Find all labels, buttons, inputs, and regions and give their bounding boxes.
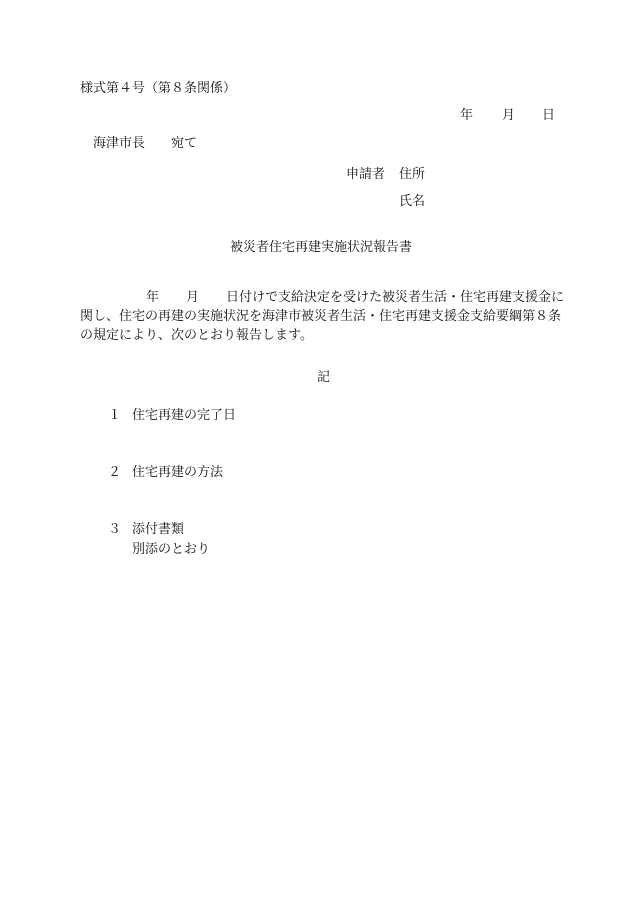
applicant-name-label: 氏名 bbox=[399, 194, 426, 209]
item-3-label: 添付書類 bbox=[132, 522, 185, 537]
item-3-sub: 別添のとおり bbox=[132, 542, 211, 557]
item-3-number: ３ bbox=[108, 522, 122, 537]
item-2-number: ２ bbox=[108, 465, 122, 480]
ki-heading: 記 bbox=[317, 370, 331, 385]
form-number: 様式第４号（第８条関係） bbox=[80, 81, 237, 96]
applicant-label: 申請者 bbox=[346, 167, 386, 182]
item-2-label: 住宅再建の方法 bbox=[132, 465, 224, 480]
document-title: 被災者住宅再建実施状況報告書 bbox=[230, 240, 413, 255]
addressee: 海津市長 宛て bbox=[93, 136, 198, 151]
item-1-number: １ bbox=[108, 408, 122, 423]
applicant-address-label: 住所 bbox=[399, 167, 426, 182]
date-year: 年 bbox=[460, 108, 474, 123]
date-day: 日 bbox=[542, 108, 556, 123]
body-line-2: 関し、住宅の再建の実施状況を海津市被災者生活・住宅再建支援金支給要綱第８条 bbox=[80, 309, 562, 324]
body-line-1-rest: 日付けで支給決定を受けた被災者生活・住宅再建支援金に bbox=[226, 290, 565, 305]
date-month: 月 bbox=[502, 108, 516, 123]
item-1-label: 住宅再建の完了日 bbox=[132, 408, 237, 423]
body-line-1 bbox=[80, 288, 580, 307]
body-month: 月 bbox=[186, 290, 200, 305]
body-paragraph bbox=[80, 288, 580, 345]
body-line-3: の規定により、次のとおり報告します。 bbox=[80, 328, 313, 343]
body-year: 年 bbox=[146, 290, 160, 305]
